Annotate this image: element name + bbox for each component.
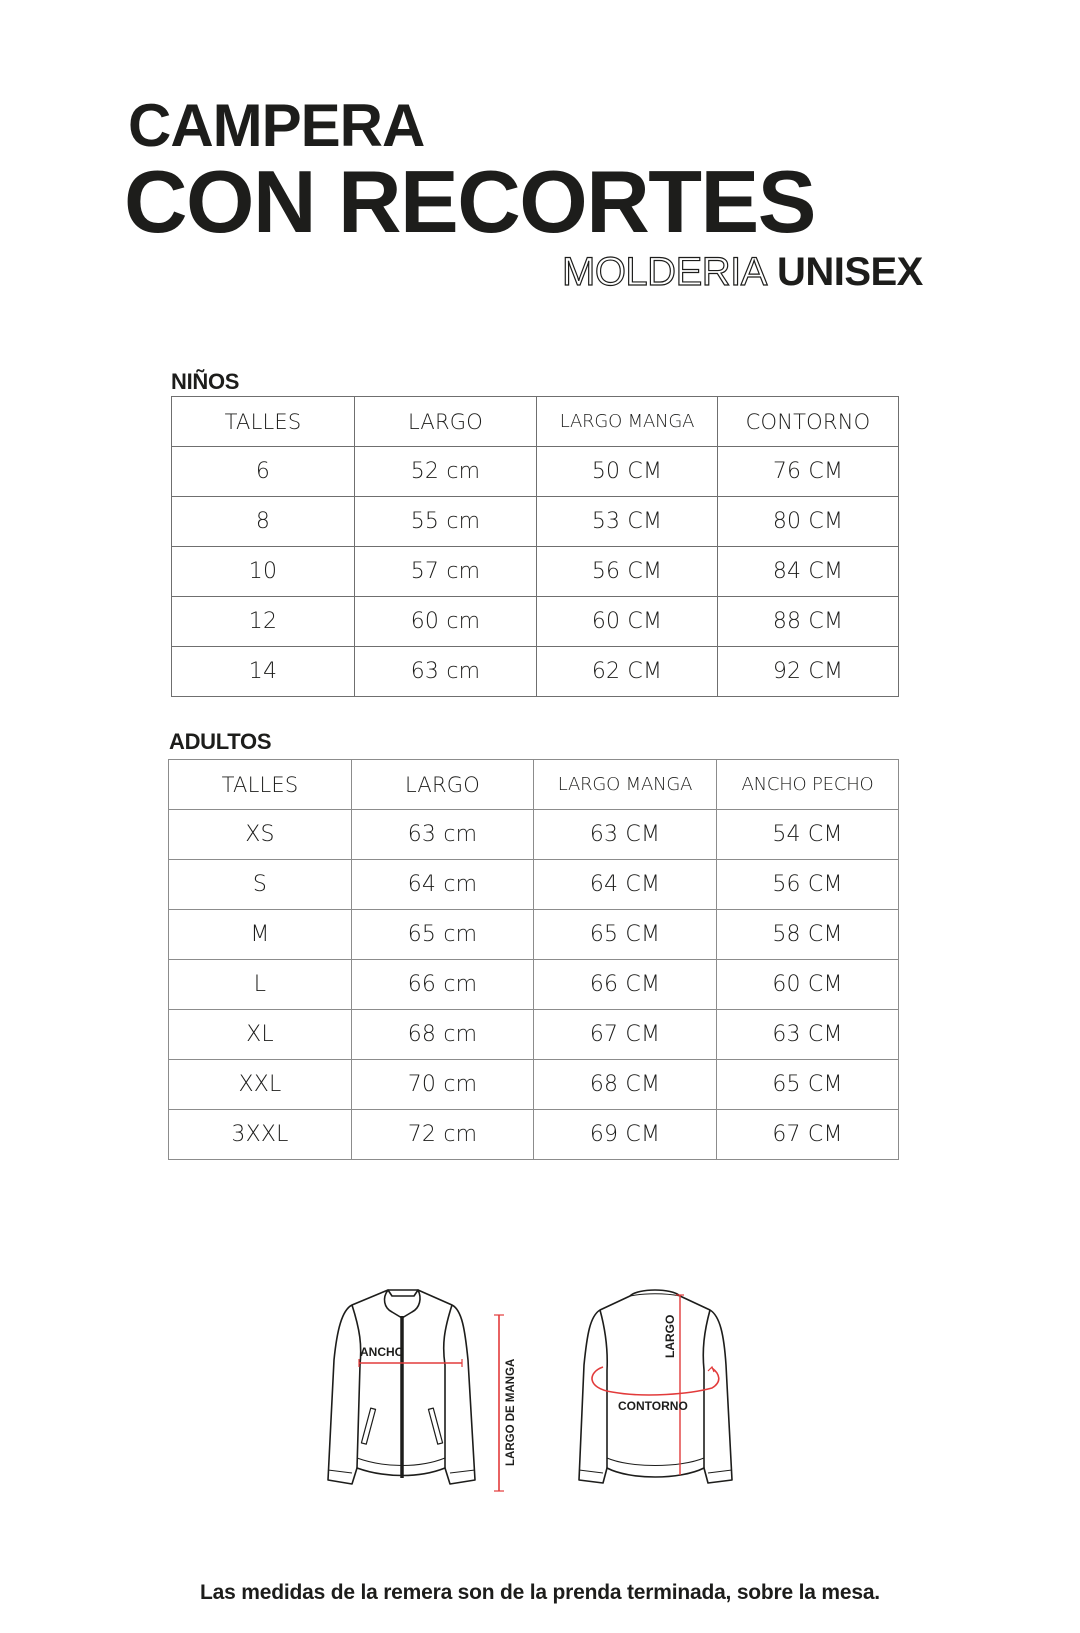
cell-largo: 63 cm (355, 647, 537, 697)
cell-talles: 12 (172, 597, 355, 647)
subtitle (562, 252, 923, 292)
cell-largo: 52 cm (355, 447, 537, 497)
cell-largo-manga: 62 CM (537, 647, 718, 697)
measurement-diagrams (300, 1270, 780, 1510)
cell-talles: L (169, 960, 352, 1010)
cell-largo-manga: 56 CM (537, 547, 718, 597)
ninos-size-table (171, 396, 899, 697)
cell-contorno: 80 CM (718, 497, 899, 547)
table-row (172, 547, 899, 597)
cell-talles: M (169, 910, 352, 960)
subtitle-unisex: UNISEX (776, 250, 923, 294)
cell-largo: 57 cm (355, 547, 537, 597)
cell-largo: 55 cm (355, 497, 537, 547)
ancho-label: ANCHO (360, 1345, 404, 1359)
cell-largo: 72 cm (352, 1110, 534, 1160)
cell-contorno: 76 CM (718, 447, 899, 497)
cell-talles: S (169, 860, 352, 910)
title-campera: CAMPERA (128, 92, 425, 159)
subtitle-molderia: MOLDERIA (562, 250, 767, 294)
cell-largo: 66 cm (352, 960, 534, 1010)
cell-contorno: 92 CM (718, 647, 899, 697)
largo-manga-measure (494, 1315, 517, 1491)
cell-largo-manga: 53 CM (537, 497, 718, 547)
cell-talles: 8 (172, 497, 355, 547)
table-header-row (169, 760, 899, 810)
contorno-label: CONTORNO (618, 1399, 688, 1413)
table-row (172, 647, 899, 697)
column-header-talles: TALLES (169, 760, 352, 810)
cell-ancho-pecho: 56 CM (717, 860, 899, 910)
title-con-recortes: CON RECORTES (124, 152, 815, 251)
column-header-largo-manga: LARGO MANGA (537, 397, 718, 447)
cell-ancho-pecho: 58 CM (717, 910, 899, 960)
cell-largo-manga: 66 CM (534, 960, 717, 1010)
cell-talles: XS (169, 810, 352, 860)
footer-note: Las medidas de la remera son de la prenda terminada, sobre la mesa. (200, 1581, 880, 1604)
cell-largo-manga: 50 CM (537, 447, 718, 497)
table-row (169, 1060, 899, 1110)
cell-ancho-pecho: 63 CM (717, 1010, 899, 1060)
table-row (172, 447, 899, 497)
cell-contorno: 88 CM (718, 597, 899, 647)
cell-talles: 14 (172, 647, 355, 697)
cell-talles: 3XXL (169, 1110, 352, 1160)
table-row (169, 1110, 899, 1160)
cell-largo: 64 cm (352, 860, 534, 910)
cell-largo: 63 cm (352, 810, 534, 860)
cell-largo-manga: 68 CM (534, 1060, 717, 1110)
table-row (172, 597, 899, 647)
column-header-ancho-pecho: ANCHO PECHO (717, 760, 899, 810)
largo-label: LARGO (663, 1314, 677, 1358)
table-row (169, 960, 899, 1010)
cell-largo-manga: 67 CM (534, 1010, 717, 1060)
ninos-section-label: NIÑOS (171, 369, 240, 394)
column-header-talles: TALLES (172, 397, 355, 447)
table-header-row (172, 397, 899, 447)
table-row (169, 1010, 899, 1060)
cell-talles: 10 (172, 547, 355, 597)
cell-ancho-pecho: 60 CM (717, 960, 899, 1010)
back-jacket-illustration (579, 1290, 732, 1483)
cell-talles: XXL (169, 1060, 352, 1110)
cell-ancho-pecho: 65 CM (717, 1060, 899, 1110)
table-row (169, 910, 899, 960)
cell-largo-manga: 65 CM (534, 910, 717, 960)
cell-contorno: 84 CM (718, 547, 899, 597)
cell-largo-manga: 64 CM (534, 860, 717, 910)
cell-largo-manga: 69 CM (534, 1110, 717, 1160)
front-jacket-illustration (328, 1290, 475, 1484)
cell-talles: XL (169, 1010, 352, 1060)
cell-largo-manga: 60 CM (537, 597, 718, 647)
largo-manga-label: LARGO DE MANGA (505, 1358, 517, 1466)
column-header-largo-manga: LARGO MANGA (534, 760, 717, 810)
cell-largo-manga: 63 CM (534, 810, 717, 860)
adultos-size-table (168, 759, 899, 1160)
column-header-largo: LARGO (355, 397, 537, 447)
column-header-contorno: CONTORNO (718, 397, 899, 447)
cell-ancho-pecho: 67 CM (717, 1110, 899, 1160)
column-header-largo: LARGO (352, 760, 534, 810)
table-row (172, 497, 899, 547)
adultos-section-label: ADULTOS (169, 729, 272, 754)
table-row (169, 860, 899, 910)
cell-largo: 65 cm (352, 910, 534, 960)
cell-talles: 6 (172, 447, 355, 497)
cell-largo: 60 cm (355, 597, 537, 647)
cell-ancho-pecho: 54 CM (717, 810, 899, 860)
cell-largo: 70 cm (352, 1060, 534, 1110)
cell-largo: 68 cm (352, 1010, 534, 1060)
table-row (169, 810, 899, 860)
